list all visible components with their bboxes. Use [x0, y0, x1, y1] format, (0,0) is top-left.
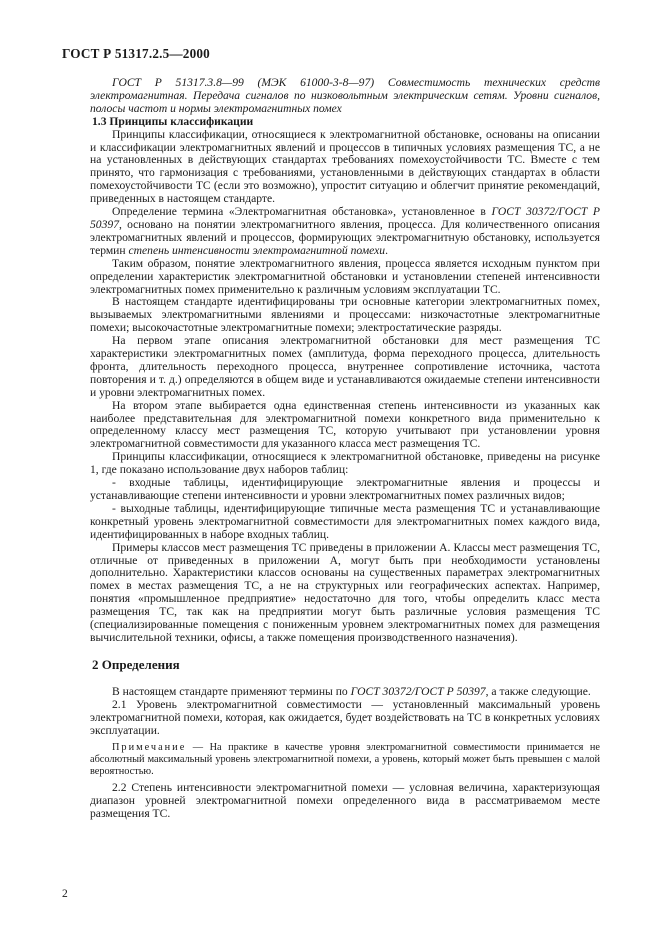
text-span: , основано на понятии электромагнитного явления, процесса. Для количественного описания электромагнитных явлений и процессов, формирующих электромагнитную обстановку, используется термин — [90, 217, 600, 257]
paragraph: На первом этапе описания электромагнитной обстановки для мест размещения ТС характеристики электромагнитных помех (амплитуда, форма переходного процесса, длительность фронта, длительность переходного процесса, внутреннее сопротивление источника, частота повторения и т. д.) определяются в общем виде и устанавливаются ожидаемые степени интенсивности и уровни электромагнитных помех. — [90, 334, 600, 399]
paragraph: Принципы классификации, относящиеся к электромагнитной обстановке, приведены на рисунке 1, где показано использование двух наборов таблиц: — [90, 450, 600, 477]
standard-reference: ГОСТ 30372/ГОСТ Р 50397 — [350, 684, 486, 698]
paragraph: В настоящем стандарте идентифицированы три основные категории электромагнитных помех, вызываемых электромагнитными явлениями и процессами: низкочастотные электромагнитные помехи; высокочастотные электромагнитные помехи; электростатические разряды. — [90, 295, 600, 335]
paragraph-intro — [90, 686, 600, 699]
list-item: - выходные таблицы, идентифицирующие типичные места размещения ТС и устанавливающие конкретный уровень электромагнитной совместимости для электромагнитных помех каждого вида, идентифицированных в наборе входных таблиц. — [90, 501, 600, 541]
text-span: Определение термина «Электромагнитная обстановка», установленное в — [112, 205, 492, 219]
section-heading: 2 Определения — [92, 656, 180, 672]
note-text: — На практике в качестве уровня электромагнитной совместимости принимается не абсолютный максимальный уровень электромагнитной помехи, а уровень, который может быть превышен с малой вероятностью. — [90, 742, 600, 777]
subsection-heading: 1.3 Принципы классификации — [92, 114, 254, 128]
document-body — [90, 77, 600, 821]
text-span: В настоящем стандарте применяют термины по — [112, 684, 351, 698]
standard-reference: ГОСТ 30372/ГОСТ Р 50397 — [90, 205, 600, 231]
list-item: - входные таблицы, идентифицирующие электромагнитные явления и процессы и устанавливающие степени интенсивности и уровни электромагнитных помех различных видов; — [90, 476, 600, 502]
paragraph: Принципы классификации, относящиеся к электромагнитной обстановке, основаны на описании и классификации электромагнитных явлений и процессов в типичных условиях размещения ТС, а не на установленных в действующих стандартах требованиях помехоустойчивости ТС. Вместе с тем принято, что гармонизация с требованиями, установленными в действующих стандартах в области помехоустойчивости ТС (если это возможно), упростит ситуацию и облегчит принятие рекомендаций, приведенных в настоящем стандарте. — [90, 127, 600, 206]
definition-2-1: 2.1 Уровень электромагнитной совместимости — установленный максимальный уровень электромагнитной помехи, которая, как ожидается, будет воздействовать на ТС в конкретных условиях эксплуатации. — [90, 697, 600, 737]
standard-header: ГОСТ Р 51317.2.5—2000 — [62, 46, 210, 61]
term: степень интенсивности электромагнитной помехи — [128, 243, 386, 257]
note-label: Примечание — [112, 742, 187, 754]
text-span: . — [385, 243, 388, 257]
note — [90, 742, 600, 777]
definition-2-2: 2.2 Степень интенсивности электромагнитной помехи — условная величина, характеризующая диапазон уровней электромагнитной помехи определенного вида в рассматриваемом месте размещения ТС. — [90, 781, 600, 820]
paragraph: Примеры классов мест размещения ТС приведены в приложении А. Классы мест размещения ТС, отличные от приведенных в приложении А, могут быть при необходимости установлены дополнительно. Характеристики классов основаны на существенных параметрах электромагнитных помех в местах размещения ТС, а не на структурных или географических аспектах. Например, понятия «промышленное предприятие» недостаточно для того, чтобы определить класс места размещения ТС, так как на предприятии могут быть различные условия размещения ТС (специализированные помещения с пониженным уровнем электромагнитных помех для размещения вычислительной техники, офисы, а также помещения производственного назначения). — [90, 540, 600, 644]
paragraph-definition — [90, 206, 600, 258]
reference-title: Совместимость технических средств электромагнитная. Передача сигналов по низковольтным электрическим сетям. Уровни сигналов, полосы частот и нормы электромагнитных помех — [90, 76, 600, 115]
reference-code: ГОСТ Р 51317.3.8—99 (МЭК 61000-3-8—97) — [112, 76, 375, 89]
page-number: 2 — [62, 888, 68, 900]
reference-entry — [90, 77, 600, 116]
text-span: , а также следующие. — [485, 684, 591, 698]
paragraph: На втором этапе выбирается одна единственная степень интенсивности из указанных как наиболее представительная для электромагнитной помехи конкретного вида применительно к определенному классу мест размещения ТС, которую учитывают при установлении уровня электромагнитной совместимости для указанного класса мест размещения ТС. — [90, 398, 600, 451]
paragraph: Таким образом, понятие электромагнитного явления, процесса является исходным пунктом при определении характеристик электромагнитной обстановки и установлении степеней интенсивности электромагнитных помех применительно к различным условиям эксплуатации ТС. — [90, 256, 600, 296]
